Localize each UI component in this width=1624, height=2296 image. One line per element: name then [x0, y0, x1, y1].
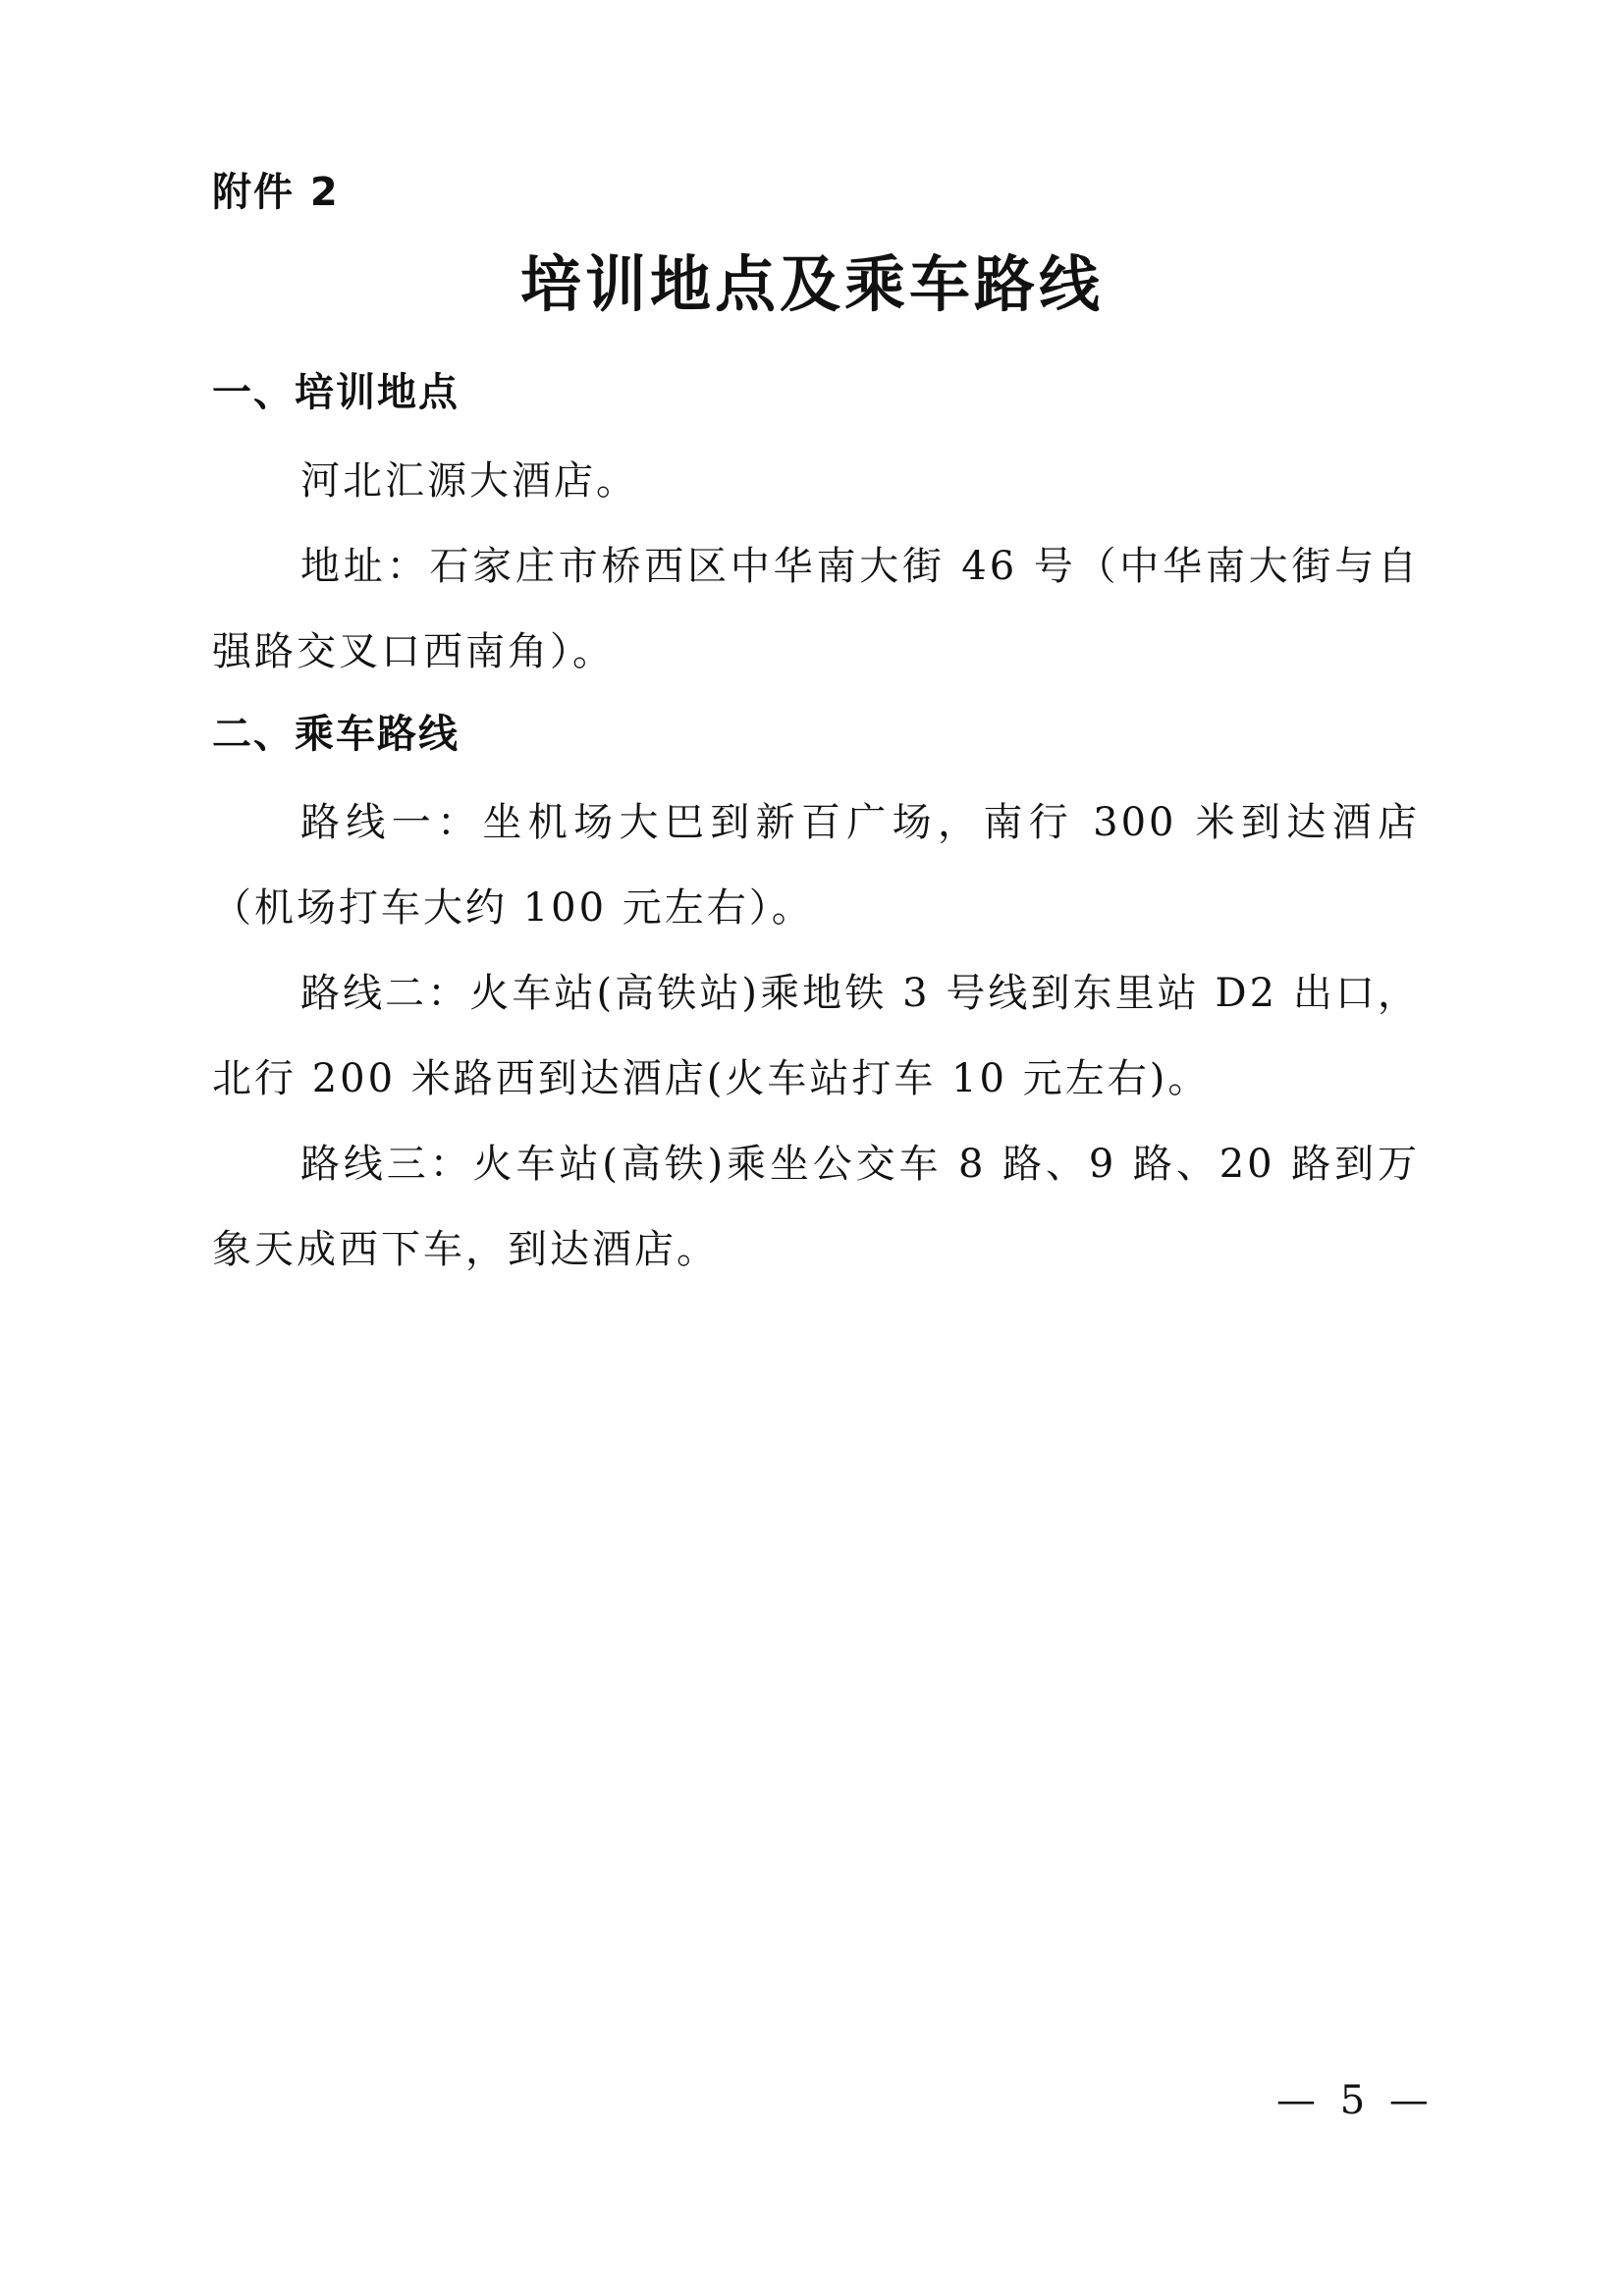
route-three-paragraph: 路线三：火车站(高铁)乘坐公交车 8 路、9 路、20 路到万象天成西下车，到达酒店。: [212, 1142, 1420, 1272]
address-paragraph: 地址：石家庄市桥西区中华南大街 46 号（中华南大街与自强路交叉口西南角）。: [212, 544, 1420, 674]
page-number: — 5 —: [1276, 2078, 1435, 2123]
section-heading-location: 一、培训地点: [212, 370, 460, 415]
page-title: 培训地点及乘车路线: [519, 248, 1104, 320]
venue-paragraph: 河北汇源大酒店。: [300, 458, 638, 504]
route-one-paragraph: 路线一：坐机场大巴到新百广场，南行 300 米到达酒店（机场打车大约 100 元左右）。: [212, 800, 1420, 931]
route-two-paragraph: 路线二：火车站(高铁站)乘地铁 3 号线到东里站 D2 出口，北行 200 米路西到达酒店(火车站打车 10 元左右)。: [212, 971, 1420, 1101]
section-heading-routes: 二、乘车路线: [212, 712, 460, 757]
attachment-label: 附件 2: [212, 170, 340, 215]
